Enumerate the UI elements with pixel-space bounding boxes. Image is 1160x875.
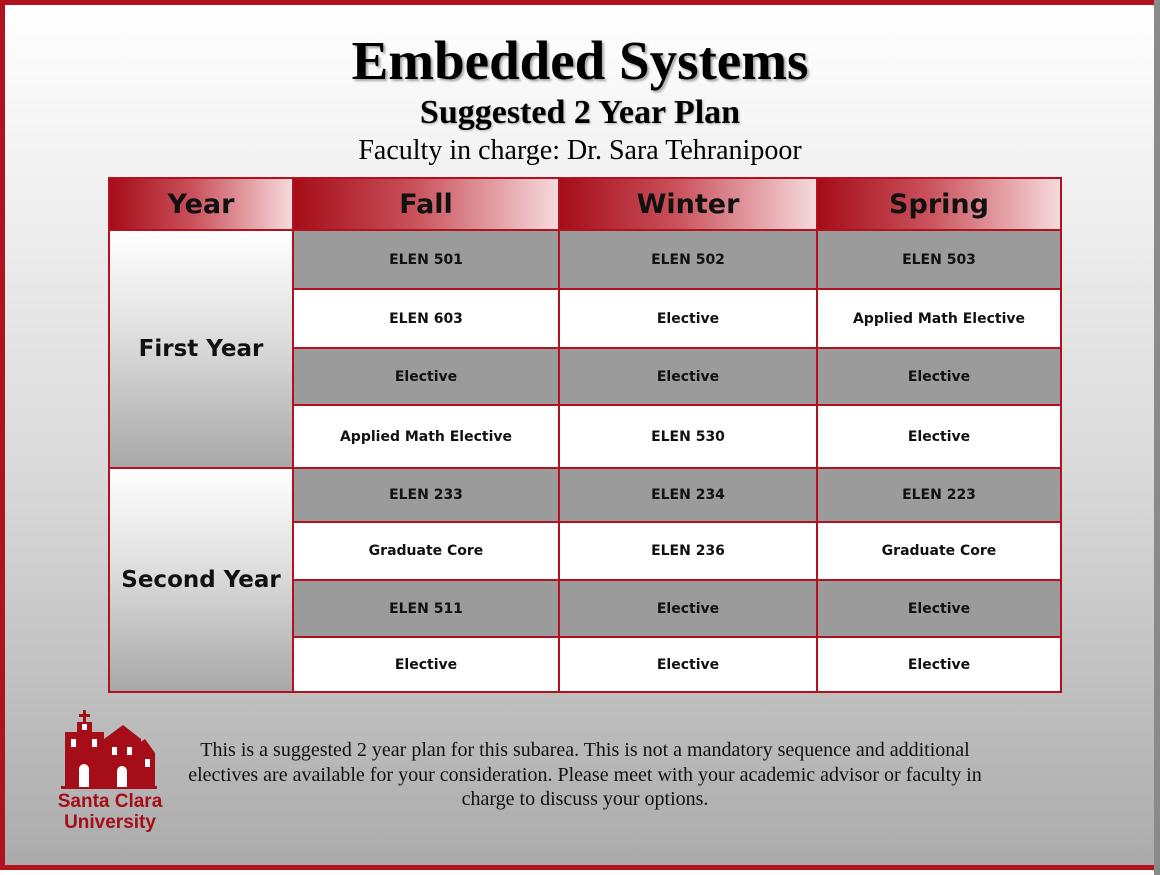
- header-year: Year: [109, 178, 293, 230]
- faculty-in-charge: Faculty in charge: Dr. Sara Tehranipoor: [358, 135, 802, 166]
- course-cell: ELEN 502: [559, 230, 817, 289]
- table-row: [109, 230, 1061, 289]
- table-header-row: [109, 178, 1061, 230]
- course-cell: ELEN 233: [293, 468, 559, 522]
- course-cell: Elective: [559, 289, 817, 348]
- year-label-second: Second Year: [109, 468, 293, 692]
- course-cell: ELEN 223: [817, 468, 1061, 522]
- header-fall: Fall: [293, 178, 559, 230]
- course-cell: ELEN 503: [817, 230, 1061, 289]
- course-cell: Graduate Core: [293, 522, 559, 580]
- table-row: [109, 468, 1061, 522]
- course-cell: Elective: [559, 580, 817, 637]
- footer-note: This is a suggested 2 year plan for this subarea. This is not a mandatory sequence and additional electives are available for your consideration. Please meet with your academic advisor or faculty in charge to discuss your options.: [188, 739, 982, 810]
- course-cell: ELEN 511: [293, 580, 559, 637]
- course-cell: ELEN 236: [559, 522, 817, 580]
- course-cell: Elective: [293, 637, 559, 692]
- course-cell: Applied Math Elective: [817, 289, 1061, 348]
- header-winter: Winter: [559, 178, 817, 230]
- page-subtitle: Suggested 2 Year Plan: [419, 94, 741, 131]
- mission-church-icon: [61, 709, 157, 789]
- course-cell: ELEN 530: [559, 405, 817, 468]
- course-cell: Elective: [559, 637, 817, 692]
- header-spring: Spring: [817, 178, 1061, 230]
- course-cell: Applied Math Elective: [293, 405, 559, 468]
- course-cell: Elective: [293, 348, 559, 405]
- course-cell: ELEN 603: [293, 289, 559, 348]
- university-name: [45, 791, 175, 833]
- course-plan-table: [108, 177, 1062, 693]
- university-name-line1: Santa Clara: [57, 791, 163, 812]
- course-cell: Elective: [817, 405, 1061, 468]
- year-label-first: First Year: [109, 230, 293, 468]
- university-logo: [45, 709, 175, 834]
- course-cell: Elective: [817, 580, 1061, 637]
- page-title: Embedded Systems: [351, 30, 809, 91]
- course-cell: ELEN 501: [293, 230, 559, 289]
- course-cell: Elective: [559, 348, 817, 405]
- university-name-line2: University: [64, 812, 156, 833]
- course-cell: ELEN 234: [559, 468, 817, 522]
- course-cell: Elective: [817, 348, 1061, 405]
- course-cell: Elective: [817, 637, 1061, 692]
- course-cell: Graduate Core: [817, 522, 1061, 580]
